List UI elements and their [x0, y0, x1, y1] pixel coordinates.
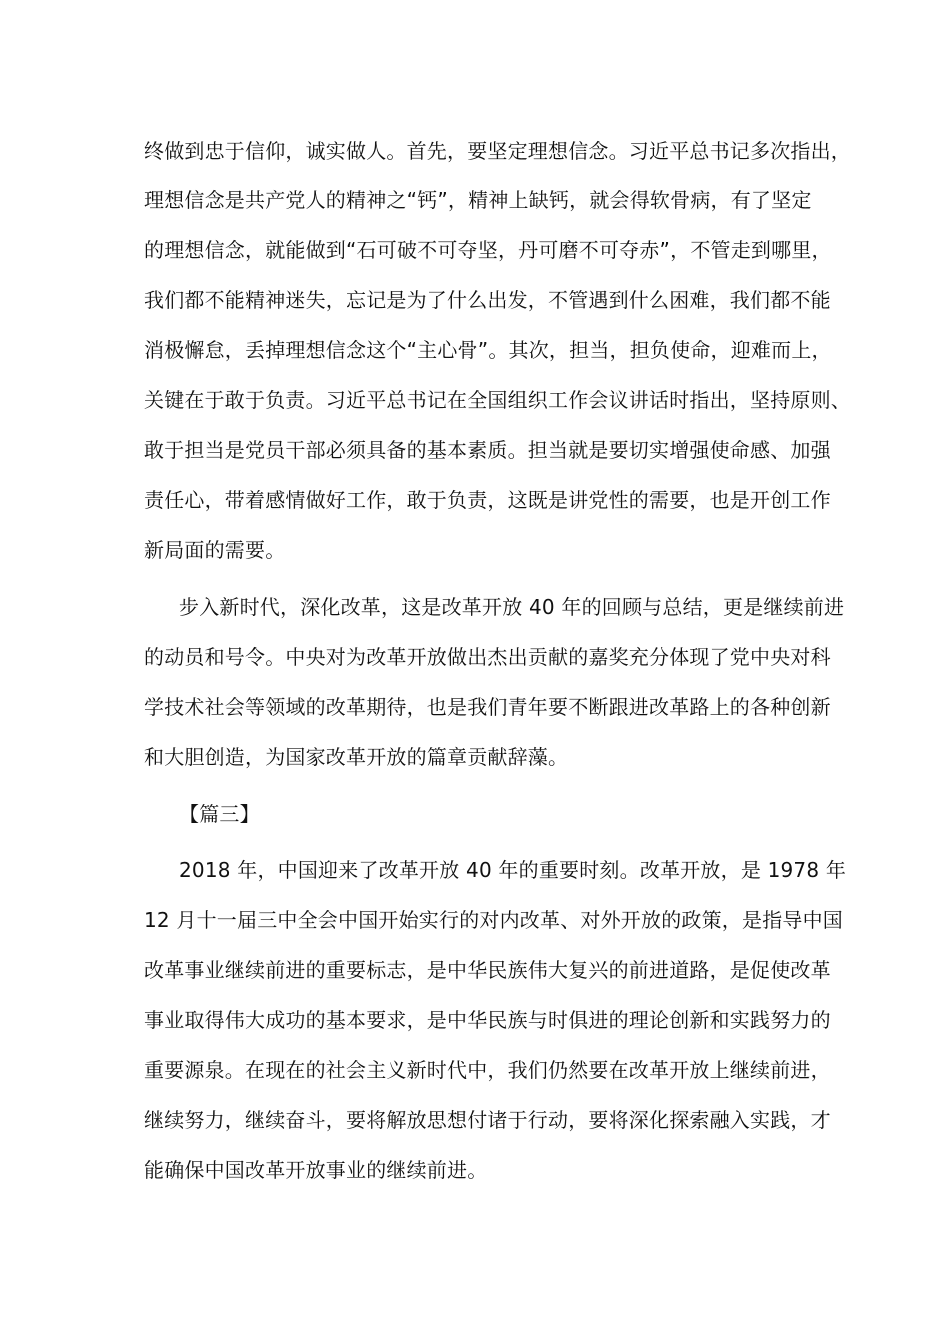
text-line: 12 月十一届三中全会中国开始实行的对内改革、对外开放的政策，是指导中国 [144, 908, 844, 932]
text-line: 步入新时代，深化改革，这是改革开放 40 年的回顾与总结，更是继续前进 [179, 595, 845, 619]
text-line: 敢于担当是党员干部必须具备的基本素质。担当就是要切实增强使命感、加强 [144, 438, 831, 462]
section-heading: 【篇三】 [179, 802, 260, 826]
text-line: 学技术社会等领域的改革期待，也是我们青年要不断跟进改革路上的各种创新 [144, 695, 831, 719]
text-line: 能确保中国改革开放事业的继续前进。 [144, 1158, 488, 1182]
text-line: 继续努力，继续奋斗，要将解放思想付诸于行动，要将深化探索融入实践，才 [144, 1108, 831, 1132]
text-line: 改革事业继续前进的重要标志，是中华民族伟大复兴的前进道路，是促使改革 [144, 958, 831, 982]
text-line: 关键在于敢于负责。习近平总书记在全国组织工作会议讲话时指出，坚持原则、 [144, 388, 851, 412]
text-line: 我们都不能精神迷失，忘记是为了什么出发，不管遇到什么困难，我们都不能 [144, 288, 831, 312]
text-line: 消极懈怠，丢掉理想信念这个“主心骨”。其次，担当，担负使命，迎难而上， [144, 338, 832, 362]
text-line: 事业取得伟大成功的基本要求，是中华民族与时俱进的理论创新和实践努力的 [144, 1008, 831, 1032]
text-line: 理想信念是共产党人的精神之“钙”，精神上缺钙，就会得软骨病，有了坚定 [144, 188, 812, 212]
text-line: 终做到忠于信仰，诚实做人。首先，要坚定理想信念。习近平总书记多次指出， [144, 139, 851, 163]
text-line: 的动员和号令。中央对为改革开放做出杰出贡献的嘉奖充分体现了党中央对科 [144, 645, 831, 669]
text-line: 的理想信念，就能做到“石可破不可夺坚，丹可磨不可夺赤”，不管走到哪里， [144, 238, 832, 262]
text-line: 重要源泉。在现在的社会主义新时代中，我们仍然要在改革开放上继续前进， [144, 1058, 831, 1082]
text-line: 新局面的需要。 [144, 538, 286, 562]
text-line: 2018 年，中国迎来了改革开放 40 年的重要时刻。改革开放，是 1978 年 [179, 858, 847, 882]
text-line: 责任心，带着感情做好工作，敢于负责，这既是讲党性的需要，也是开创工作 [144, 488, 831, 512]
text-line: 和大胆创造，为国家改革开放的篇章贡献辞藻。 [144, 745, 569, 769]
